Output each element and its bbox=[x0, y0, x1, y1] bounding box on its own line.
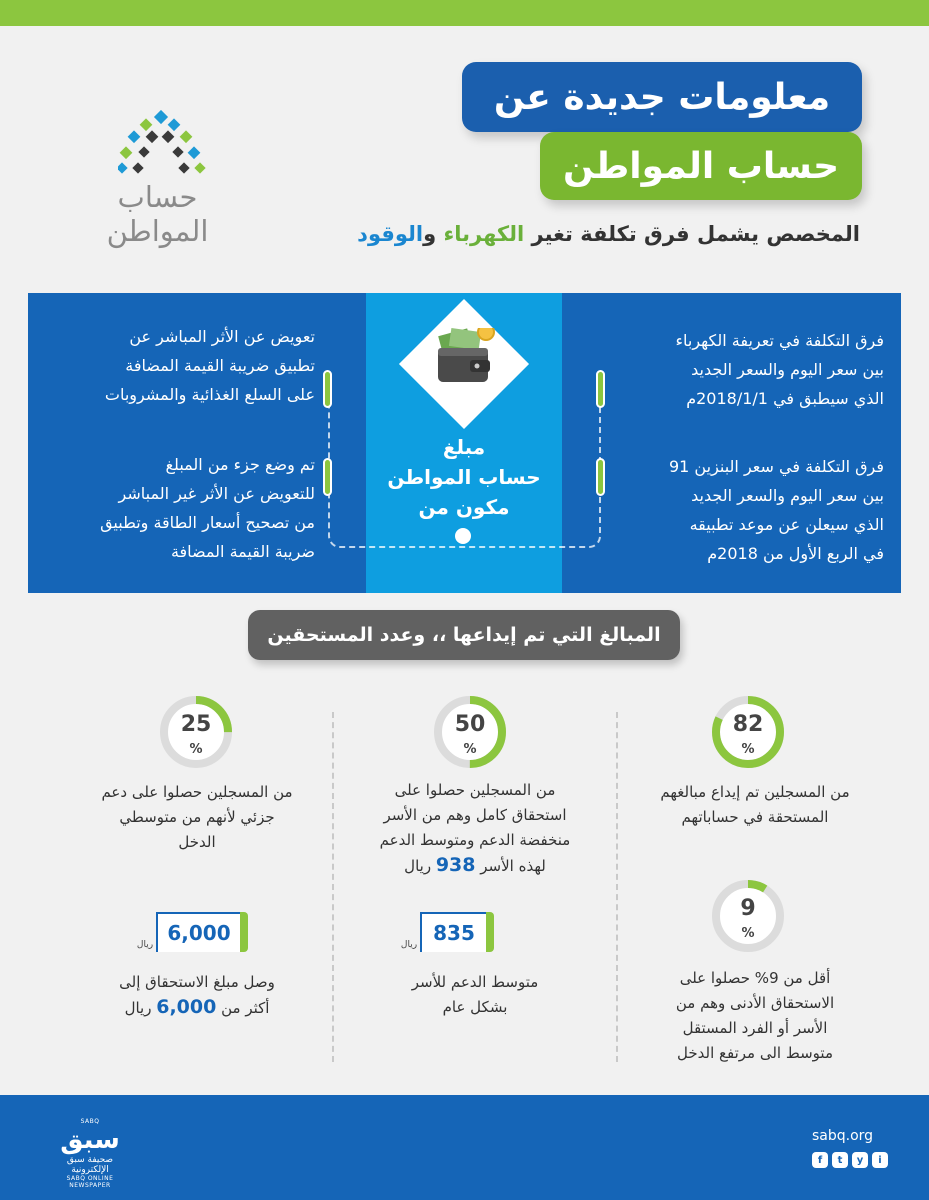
logo-text: حساب المواطن bbox=[106, 180, 209, 248]
sabq-subtitle: صحيفة سبق الإلكترونية bbox=[66, 1155, 114, 1175]
stat3-pct: % bbox=[189, 742, 203, 757]
stat5-text bbox=[340, 970, 610, 1020]
stat2-last-pre: لهذه الأسر bbox=[475, 857, 546, 875]
stat5-line1: متوسط الدعم للأسر bbox=[411, 973, 539, 991]
left-item2-marker bbox=[323, 458, 332, 496]
stat1-pct: % bbox=[741, 742, 755, 757]
left-item2-line4: ضريبة القيمة المضافة bbox=[170, 542, 315, 561]
left-item1-marker bbox=[323, 370, 332, 408]
center-line-3: مكون من bbox=[418, 495, 510, 519]
right-item1-line2: بين سعر اليوم والسعر الجديد bbox=[691, 360, 884, 379]
stat5-line2: بشكل عام bbox=[442, 998, 508, 1016]
left-item1-line3: على السلع الغذائية والمشروبات bbox=[104, 385, 315, 404]
stat3-text bbox=[62, 780, 332, 855]
stat2-amount: 938 bbox=[435, 854, 476, 876]
sabq-logo bbox=[50, 1118, 130, 1189]
instagram-icon[interactable]: i bbox=[872, 1152, 888, 1168]
right-item-1 bbox=[614, 326, 884, 413]
right-item2-line4: في الربع الأول من 2018م bbox=[707, 544, 884, 563]
stat6-text bbox=[62, 970, 332, 1021]
stat3-line2: جزئي لأنهم من متوسطي bbox=[119, 808, 275, 826]
subtitle-pre: المخصص يشمل فرق تكلفة تغير bbox=[524, 222, 860, 246]
stat1-value: 82 bbox=[732, 712, 764, 737]
right-item1-marker bbox=[596, 370, 605, 408]
main-title-line1: معلومات جديدة عن bbox=[462, 62, 862, 132]
right-item2-line3: الذي سيعلن عن موعد تطبيقه bbox=[689, 515, 884, 534]
stat5-box: 835 bbox=[420, 912, 486, 952]
left-item2-line2: للتعويض عن الأثر غير المباشر bbox=[118, 484, 315, 503]
stat4-line4: متوسط الى مرتفع الدخل bbox=[677, 1044, 833, 1062]
stat6-amount: 6,000 bbox=[156, 996, 217, 1018]
stat1-line2: المستحقة في حساباتهم bbox=[681, 808, 829, 826]
top-green-bar bbox=[0, 0, 929, 26]
stat2-value: 50 bbox=[454, 712, 486, 737]
stat2-line4 bbox=[340, 853, 610, 879]
social-icons bbox=[812, 1152, 892, 1168]
center-line-1: مبلغ bbox=[442, 435, 486, 459]
twitter-icon[interactable]: t bbox=[832, 1152, 848, 1168]
stat6-box: 6,000 bbox=[156, 912, 240, 952]
right-item2-line1: فرق التكلفة في سعر البنزين 91 bbox=[668, 457, 884, 476]
stat6-line2-pre: أكثر من bbox=[216, 999, 270, 1017]
stat4-line2: الاستحقاق الأدنى وهم من bbox=[675, 994, 835, 1012]
stat4-pct: % bbox=[741, 926, 755, 941]
subtitle-electricity: الكهرباء bbox=[443, 222, 525, 246]
stat6-line2 bbox=[62, 995, 332, 1021]
facebook-icon[interactable]: f bbox=[812, 1152, 828, 1168]
stat2-pct: % bbox=[463, 742, 477, 757]
subtitle bbox=[250, 222, 860, 246]
column-divider-left bbox=[332, 712, 334, 1062]
stat4-value: 9 bbox=[740, 896, 756, 921]
section-title: المبالغ التي تم إيداعها ،، وعدد المستحقين bbox=[248, 610, 680, 660]
stat3-line3: الدخل bbox=[178, 833, 216, 851]
stat3-value: 25 bbox=[180, 712, 212, 737]
stat6-riyal: ريال bbox=[136, 940, 154, 950]
stat4-line3: الأسر أو الفرد المستقل bbox=[682, 1019, 828, 1037]
main-title-line2: حساب المواطن bbox=[540, 132, 862, 200]
stat6-box-accent bbox=[240, 912, 248, 952]
stat4-text bbox=[620, 966, 890, 1066]
footer-url[interactable]: sabq.org bbox=[812, 1128, 874, 1144]
left-item2-line1: تم وضع جزء من المبلغ bbox=[165, 455, 315, 474]
youtube-icon[interactable]: y bbox=[852, 1152, 868, 1168]
sabq-tag: SABQ bbox=[80, 1118, 100, 1125]
right-item1-line3: الذي سيطبق في 2018/1/1م bbox=[686, 389, 884, 408]
band-center-title bbox=[366, 432, 562, 522]
sabq-english: SABQ ONLINE NEWSPAPER bbox=[66, 1175, 114, 1189]
stat2-line2: استحقاق كامل وهم من الأسر bbox=[383, 806, 567, 824]
right-item2-marker bbox=[596, 458, 605, 496]
footer bbox=[0, 1095, 929, 1200]
left-item1-line1: تعويض عن الأثر المباشر عن bbox=[129, 327, 315, 346]
center-line-2: حساب المواطن bbox=[387, 465, 541, 489]
stat1-text bbox=[620, 780, 890, 830]
left-item2-line3: من تصحيح أسعار الطاقة وتطبيق bbox=[100, 513, 315, 532]
right-item1-line1: فرق التكلفة في تعريفة الكهرباء bbox=[675, 331, 884, 350]
stat6-line2-post: ريال bbox=[124, 999, 157, 1017]
stat5-box-accent bbox=[486, 912, 494, 952]
right-item-2 bbox=[614, 452, 884, 568]
citizen-account-logo-icon bbox=[118, 110, 208, 180]
subtitle-mid: و bbox=[423, 222, 444, 246]
left-item-1 bbox=[40, 322, 315, 409]
right-item2-line2: بين سعر اليوم والسعر الجديد bbox=[691, 486, 884, 505]
stat1-line1: من المسجلين تم إيداع مبالغهم bbox=[660, 783, 850, 801]
left-item1-line2: تطبيق ضريبة القيمة المضافة bbox=[125, 356, 315, 375]
stat6-line1: وصل مبلغ الاستحقاق إلى bbox=[119, 973, 275, 991]
stat4-line1: أقل من 9% حصلوا على bbox=[679, 969, 831, 987]
stat3-line1: من المسجلين حصلوا على دعم bbox=[101, 783, 293, 801]
stat2-line1: من المسجلين حصلوا على bbox=[394, 781, 556, 799]
sabq-brand: سبق bbox=[60, 1125, 120, 1155]
column-divider-right bbox=[616, 712, 618, 1062]
wallet-icon bbox=[430, 328, 498, 398]
center-dot bbox=[455, 528, 471, 544]
stat2-line3: منخفضة الدعم ومتوسط الدعم bbox=[379, 831, 571, 849]
stat5-riyal: ريال bbox=[400, 940, 418, 950]
subtitle-fuel: الوقود bbox=[357, 222, 424, 246]
stat2-text bbox=[340, 778, 610, 879]
left-item-2 bbox=[40, 450, 315, 566]
stat2-last-post: ريال bbox=[404, 857, 436, 875]
